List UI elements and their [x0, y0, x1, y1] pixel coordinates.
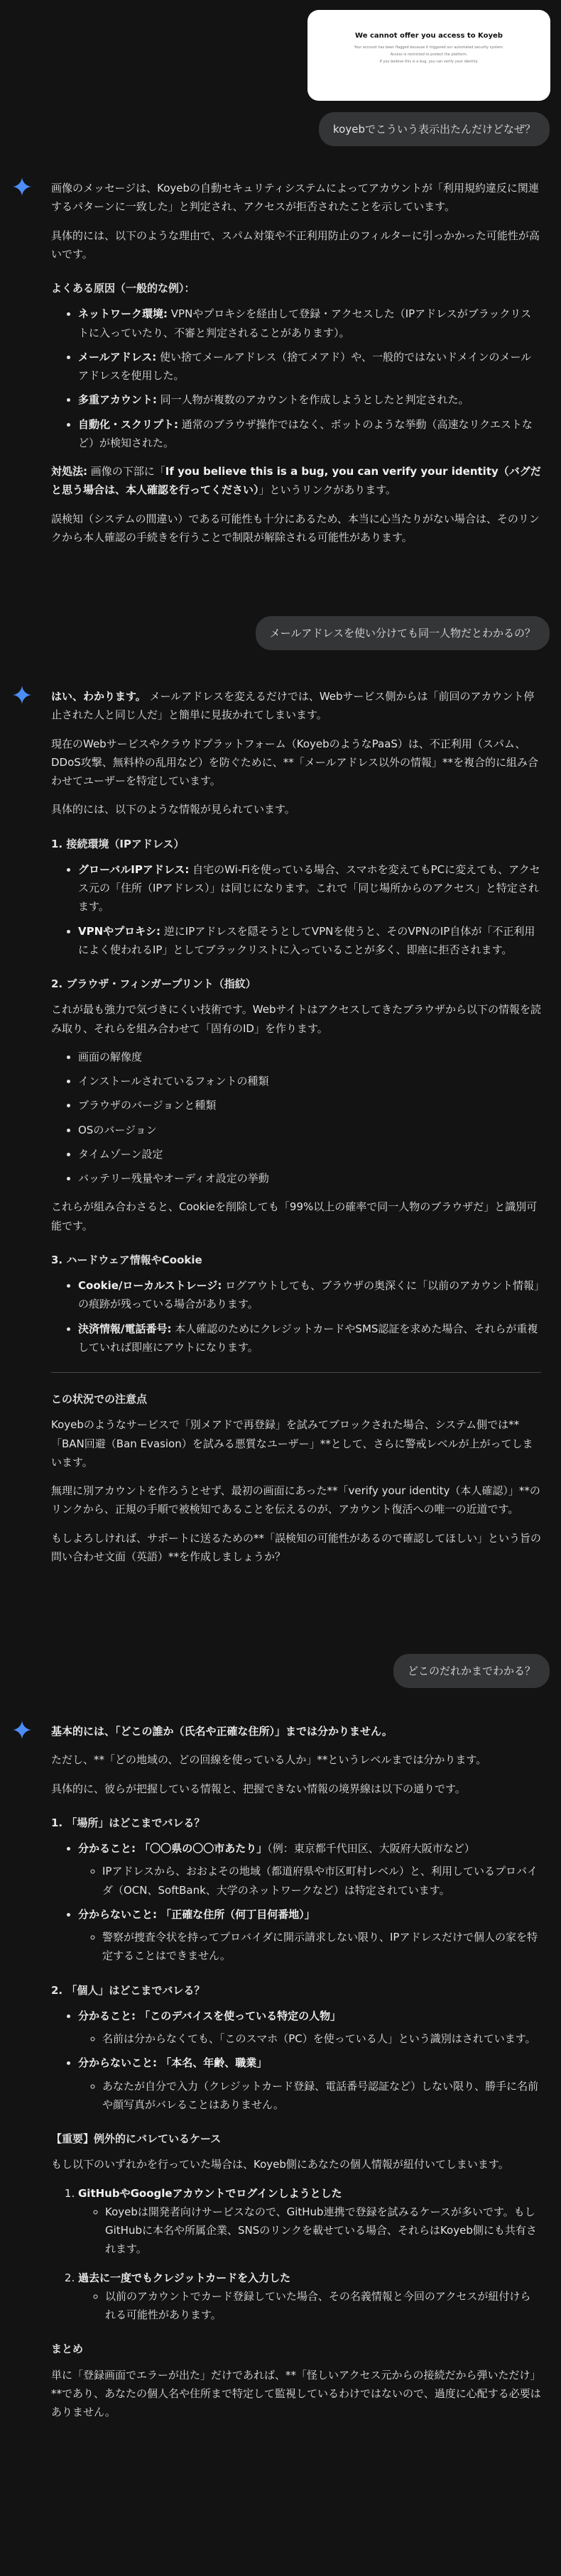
- response-paragraph: 具体的には、以下のような情報が見られています。: [51, 803, 295, 816]
- user-message: koyebでこういう表示出たんだけどなぜ？: [319, 112, 550, 146]
- network-list: [51, 860, 541, 959]
- list-item: • インストールされているフォントの種類: [78, 1072, 541, 1090]
- list-item: • VPNやプロキシ: 逆にIPアドレスを隠そうとしてVPNを使うと、そのVPNのIP自体が「不正利用によく使われるIP」としてブラックリストに入っていることが多く、即座に拒否されます。: [78, 922, 541, 960]
- response-paragraph: 誤検知（システムの間違い）である可能性も十分にあるため、本当に心当たりがない場合は、そのリンクから本人確認の手続きを行うことで制限が解除される可能性があります。: [51, 512, 540, 544]
- response-paragraph: Koyebのようなサービスで「別メアドで再登録」を試みてブロックされた場合、システム側では**「BAN回避（Ban Evasion）を試みる悪質なユーザー」**として、さらに警戒レベルが上がってしまいます。: [51, 1418, 533, 1469]
- hardware-list: [51, 1276, 541, 1356]
- section-heading: 1. 接続環境（IPアドレス）: [51, 837, 185, 850]
- list-item: • ブラウザのバージョンと種類: [78, 1096, 541, 1114]
- response-paragraph: これらが組み合わさると、Cookieを削除しても「99%以上の確率で同一人物のブラウザだ」と識別可能です。: [51, 1200, 538, 1232]
- list-item: • バッテリー残量やオーディオ設定の挙動: [78, 1169, 541, 1188]
- list-item: 2. 過去に一度でもクレジットカードを入力した ◦ 以前のアカウントでカード登録していた場合、その名義情報と今回のアクセスが紐付けられる可能性があります。: [78, 2269, 541, 2325]
- section-heading: 2. ブラウザ・フィンガープリント（指紋）: [51, 977, 256, 990]
- list-item: • 分からないこと: 「本名、年齢、職業」 ◦ あなたが自分で入力（クレジットカード登録、電話番号認証など）しない限り、勝手に名前や顔写真がバレることはありません。: [78, 2054, 541, 2114]
- response-paragraph: 単に「登録画面でエラーが出た」だけであれば、**「怪しいアクセス元からの接続だから弾いただけ」**であり、あなたの個人名や住所まで特定して監視しているわけではないので、過度に心配する必要はありません。: [51, 2368, 541, 2418]
- response-paragraph: はい、わかります。 メールアドレスを変えるだけでは、Webサービス側からは「前回のアカウント停止された人と同じ人だ」と簡単に見抜かれてしまいます。: [51, 690, 535, 722]
- sub-list-item: ◦ 名前は分からなくても、「このスマホ（PC）を使っている人」という識別はされています。: [102, 2029, 541, 2048]
- response-paragraph: 現在のWebサービスやクラウドプラットフォーム（KoyebのようなPaaS）は、不正利用（スパム、DDoS攻撃、無料枠の乱用など）を防ぐために、**「メールアドレス以外の情報」**を複合的に組み合わせてユーザーを特定しています。: [51, 737, 539, 787]
- section-heading: まとめ: [51, 2342, 84, 2356]
- section-heading: 3. ハードウェア情報やCookie: [51, 1253, 202, 1266]
- section-heading: 1. 「場所」はどこまでバレる？: [51, 1816, 205, 1829]
- gemini-spark-icon: [13, 1721, 31, 1739]
- response-paragraph: 具体的には、以下のような理由で、スパム対策や不正利用防止のフィルターに引っかかった可能性が高いです。: [51, 229, 540, 261]
- sub-list-item: ◦ あなたが自分で入力（クレジットカード登録、電話番号認証など）しない限り、勝手に名前や顔写真がバレることはありません。: [102, 2077, 541, 2115]
- response-paragraph: 基本的には、「どこの誰か（氏名や正確な住所）」までは分かりません。: [51, 1725, 393, 1738]
- section-heading: この状況での注意点: [51, 1393, 148, 1405]
- sub-list-item: ◦ IPアドレスから、おおよその地域（都道府県や市区町村レベル）と、利用しているプロバイダ（OCN、SoftBank、大学のネットワークなど）は特定されています。: [102, 1862, 541, 1900]
- model-response: [51, 179, 541, 557]
- response-paragraph: 無理に別アカウントを作ろうとせず、最初の画面にあった**「verify your identity（本人確認）」**のリンクから、正規の手順で被検知であることを伝えるのが、アカウント復活への唯一の近道です。: [51, 1484, 540, 1516]
- sub-list-item: ◦ 警察が捜査令状を持ってプロバイダに開示請求しない限り、IPアドレスだけで個人の家を特定することはできません。: [102, 1928, 541, 1966]
- model-response: [51, 1722, 541, 2431]
- list-item: • 多重アカウント: 同一人物が複数のアカウントを作成しようとしたと判定された。: [78, 390, 541, 409]
- list-item: 1. GitHubやGoogleアカウントでログインしようとした ◦ Koyebは開発者向けサービスなので、GitHub連携で登録を試みるケースが多いです。もしGitHubに本名や所属企業、SNSのリンクを載せている場合、それらはKoyeb側にも共有されます。: [78, 2184, 541, 2259]
- user-message: どこのだれかまでわかる？: [393, 1654, 550, 1688]
- list-item: • 分かること: 「このデバイスを使っている特定の人物」 ◦ 名前は分からなくても、「このスマホ（PC）を使っている人」という識別はされています。: [78, 2007, 541, 2049]
- user-message: メールアドレスを使い分けても同一人物だとわかるの？: [256, 616, 550, 650]
- list-item: • ネットワーク環境: VPNやプロキシを経由して登録・アクセスした（IPアドレスがブラックリストに入っていたり、不審と判定されることがあります）。: [78, 305, 541, 342]
- section-heading: 【重要】例外的にバレているケース: [51, 2132, 222, 2145]
- response-paragraph: ただし、**「どの地域の、どの回線を使っている人か」**というレベルまでは分かります。: [51, 1753, 487, 1767]
- list-item: • メールアドレス: 使い捨てメールアドレス（捨てメアド）や、一般的ではないドメインのメールアドレスを使用した。: [78, 348, 541, 385]
- section-heading: よくある原因（一般的な例）：: [51, 282, 195, 295]
- screenshot-line: Your account has been flagged because it triggered our automated security system.: [354, 45, 504, 50]
- list-item: • 分かること: 「〇〇県の〇〇市あたり」（例：東京都千代田区、大阪府大阪市など） ◦ IPアドレスから、おおよその地域（都道府県や市区町村レベル）と、利用しているプロバイダ（OCN、SoftBank、大学のネットワークなど）は特定されています。: [78, 1839, 541, 1900]
- divider: [51, 1372, 541, 1373]
- location-list: [51, 1839, 541, 1966]
- attached-screenshot[interactable]: [307, 10, 550, 101]
- list-item: • Cookie/ローカルストレージ: ログアウトしても、ブラウザの奥深くに「以前のアカウント情報」の痕跡が残っている場合があります。: [78, 1276, 541, 1314]
- screenshot-line: Access is restricted to protect the platform.: [390, 53, 468, 57]
- list-item: • タイムゾーン設定: [78, 1145, 541, 1163]
- sub-list-item: ◦ 以前のアカウントでカード登録していた場合、その名義情報と今回のアクセスが紐付けられる可能性があります。: [105, 2287, 541, 2325]
- list-item: • 決済情報/電話番号: 本人確認のためにクレジットカードやSMS認証を求めた場合、それらが重複していれば即座にアウトになります。: [78, 1320, 541, 1357]
- section-heading: 2. 「個人」はどこまでバレる？: [51, 1983, 205, 1997]
- screenshot-line: If you believe this is a bug, you can verify your identity.: [379, 60, 479, 64]
- list-item: • OSのバージョン: [78, 1121, 541, 1139]
- response-paragraph: 具体的に、彼らが把握している情報と、把握できない情報の境界線は以下の通りです。: [51, 1782, 466, 1795]
- list-item: • 画面の解像度: [78, 1048, 541, 1066]
- exception-list: [51, 2184, 541, 2325]
- gemini-spark-icon: [13, 177, 31, 196]
- response-paragraph: これが最も強力で気づきにくい技術です。Webサイトはアクセスしてきたブラウザから以下の情報を読み取り、それらを組み合わせて「固有のID」を作ります。: [51, 1003, 542, 1035]
- response-paragraph: 対処法: 画像の下部に「If you believe this is a bug, you can verify your identity（バグだと思う場合は、本人確認を行ってください）」というリンクがあります。: [51, 465, 541, 497]
- response-paragraph: もしよろしければ、サポートに送るための**「誤検知の可能性があるので確認してほしい」という旨の問い合わせ文面（英語）**を作成しましょうか？: [51, 1531, 542, 1563]
- identity-list: [51, 2007, 541, 2114]
- response-paragraph: 画像のメッセージは、Koyebの自動セキュリティシステムによってアカウントが「利用規約違反に関連するパターンに一致した」と判定され、アクセスが拒否されたことを示しています。: [51, 182, 539, 214]
- fingerprint-list: [51, 1048, 541, 1188]
- list-item: • グローバルIPアドレス: 自宅のWi-Fiを使っている場合、スマホを変えてもPCに変えても、アクセス元の「住所（IPアドレス）」は同じになります。これで「同じ場所からのアクセス」と特定されます。: [78, 860, 541, 916]
- response-paragraph: もし以下のいずれかを行っていた場合は、Koyeb側にあなたの個人情報が紐付いてしまいます。: [51, 2158, 509, 2171]
- gemini-spark-icon: [13, 686, 31, 704]
- model-response: [51, 687, 541, 1576]
- cause-list: [51, 305, 541, 452]
- screenshot-title: We cannot offer you access to Koyeb: [355, 32, 503, 40]
- sub-list-item: ◦ Koyebは開発者向けサービスなので、GitHub連携で登録を試みるケースが多いです。もしGitHubに本名や所属企業、SNSのリンクを載せている場合、それらはKoyeb側にも共有されます。: [105, 2203, 541, 2259]
- list-item: • 分からないこと: 「正確な住所（何丁目何番地）」 ◦ 警察が捜査令状を持ってプロバイダに開示請求しない限り、IPアドレスだけで個人の家を特定することはできません。: [78, 1905, 541, 1966]
- list-item: • 自動化・スクリプト: 通常のブラウザ操作ではなく、ボットのような挙動（高速なリクエストなど）が検知された。: [78, 415, 541, 453]
